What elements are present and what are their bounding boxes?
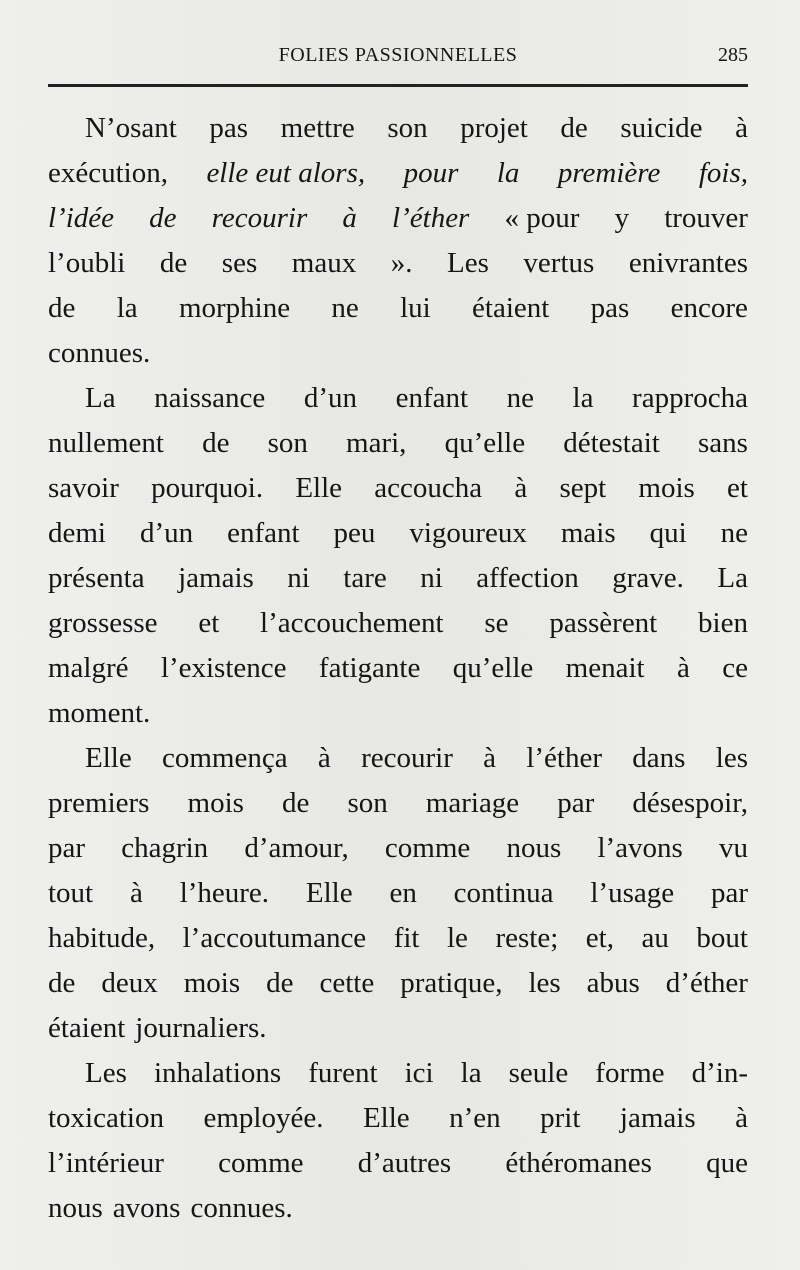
- word: recourir: [361, 742, 453, 774]
- word: bien: [698, 607, 748, 639]
- word: à: [317, 742, 331, 774]
- word: inhalations: [153, 1057, 282, 1089]
- word: Elle: [295, 472, 343, 504]
- text-line: [48, 1006, 748, 1051]
- word: l’idée: [48, 202, 115, 234]
- word: l’intérieur: [48, 1147, 164, 1179]
- word: l’avons: [597, 832, 683, 864]
- word: pourquoi.: [151, 472, 264, 504]
- text-line: [48, 871, 748, 916]
- word: la: [116, 292, 138, 324]
- word: jamais: [178, 562, 254, 594]
- word: prit: [540, 1102, 581, 1134]
- word: l’existence: [160, 652, 287, 684]
- word: n’en: [449, 1102, 501, 1134]
- text-line: [48, 286, 748, 331]
- text-line: [48, 601, 748, 646]
- word: mariage: [425, 787, 520, 819]
- word: et: [727, 472, 748, 504]
- word: qu’elle: [452, 652, 534, 684]
- word: éthéromanes: [505, 1147, 652, 1179]
- text-line: [48, 961, 748, 1006]
- text-line: [48, 556, 748, 601]
- word: l’usage: [590, 877, 675, 909]
- word: l’éther: [392, 202, 470, 234]
- word: et,: [585, 922, 614, 954]
- text-line: [48, 1186, 748, 1231]
- word: commença: [162, 742, 288, 774]
- word: ce: [722, 652, 748, 684]
- word: première: [557, 157, 661, 189]
- word: et: [198, 607, 220, 639]
- word: vu: [719, 832, 748, 864]
- word: abus: [586, 967, 640, 999]
- word: bout: [696, 922, 748, 954]
- word: employée.: [203, 1102, 324, 1134]
- word: continua: [453, 877, 554, 909]
- word: fatigante: [318, 652, 421, 684]
- word: naissance: [154, 382, 266, 414]
- word: dans: [632, 742, 686, 774]
- word: ni: [287, 562, 310, 594]
- word: de: [266, 967, 294, 999]
- word: enivrantes: [628, 247, 748, 279]
- word: d’autres: [357, 1147, 452, 1179]
- text-line: [48, 691, 748, 736]
- word: Elle: [305, 877, 353, 909]
- word: qui: [649, 517, 687, 549]
- word: d’un: [139, 517, 194, 549]
- word: à: [129, 877, 143, 909]
- word: malgré: [48, 652, 129, 684]
- text-line: [48, 1141, 748, 1186]
- word: à: [342, 202, 357, 234]
- text-line: [48, 1051, 748, 1096]
- word: exécution,: [48, 157, 168, 189]
- word: seule: [508, 1057, 569, 1089]
- word: vertus: [523, 247, 595, 279]
- word: connues.: [48, 337, 151, 369]
- header-rule: [48, 84, 748, 87]
- word: rapprocha: [632, 382, 748, 414]
- word: d’un: [303, 382, 358, 414]
- word: étaient: [472, 292, 550, 324]
- word: par: [557, 787, 595, 819]
- word: N’osant: [85, 112, 177, 144]
- running-head: [48, 40, 748, 76]
- word: pour: [403, 157, 459, 189]
- word: les: [715, 742, 748, 774]
- word: son: [267, 427, 308, 459]
- word: affection: [476, 562, 579, 594]
- word: enfant: [395, 382, 469, 414]
- word: la: [496, 157, 520, 189]
- word: pratique,: [400, 967, 503, 999]
- word: de: [48, 967, 76, 999]
- word: d’éther: [665, 967, 748, 999]
- word: Les: [447, 247, 489, 279]
- word: savoir: [48, 472, 119, 504]
- word: forme: [595, 1057, 665, 1089]
- word: encore: [670, 292, 748, 324]
- word: de: [48, 292, 76, 324]
- text-line: [48, 916, 748, 961]
- word: grossesse: [48, 607, 158, 639]
- text-line: [48, 781, 748, 826]
- word: menait: [565, 652, 645, 684]
- word: tout: [48, 877, 94, 909]
- word: présenta: [48, 562, 145, 594]
- word: comme: [218, 1147, 304, 1179]
- word: demi: [48, 517, 106, 549]
- word: les: [528, 967, 561, 999]
- word: ses: [221, 247, 258, 279]
- word: l’heure.: [179, 877, 270, 909]
- word: deux: [101, 967, 158, 999]
- word: que: [706, 1147, 748, 1179]
- word: trouver: [664, 202, 748, 234]
- word: journaliers.: [135, 1012, 267, 1044]
- word: détestait: [563, 427, 660, 459]
- word: connues.: [190, 1192, 293, 1224]
- word: projet: [460, 112, 528, 144]
- word: à: [483, 742, 497, 774]
- word: grave.: [612, 562, 684, 594]
- word: nous: [48, 1192, 103, 1224]
- word: d’in-: [691, 1057, 748, 1089]
- word: ne: [506, 382, 534, 414]
- word: recourir: [211, 202, 308, 234]
- word: habitude,: [48, 922, 156, 954]
- word: nous: [506, 832, 562, 864]
- running-title: FOLIES PASSIONNELLES: [278, 44, 518, 66]
- word: de: [202, 427, 230, 459]
- word: fit: [393, 922, 420, 954]
- word: mettre: [280, 112, 355, 144]
- word: lui: [400, 292, 431, 324]
- text-line: [48, 196, 748, 241]
- word: reste;: [495, 922, 559, 954]
- text-line: [48, 466, 748, 511]
- word: vigoureux: [409, 517, 527, 549]
- word: à: [735, 1102, 748, 1134]
- word: Elle: [85, 742, 132, 774]
- word: au: [641, 922, 669, 954]
- word: peu: [333, 517, 376, 549]
- word: son: [387, 112, 428, 144]
- text-line: [48, 106, 748, 151]
- body-text: [48, 106, 748, 1231]
- word: ne: [331, 292, 359, 324]
- word: jamais: [619, 1102, 696, 1134]
- text-line: [48, 511, 748, 556]
- word: l’accoutumance: [182, 922, 367, 954]
- word: avons: [112, 1192, 181, 1224]
- word: l’éther: [526, 742, 602, 774]
- text-line: [48, 241, 748, 286]
- word: étaient: [48, 1012, 126, 1044]
- word: désespoir,: [632, 787, 748, 819]
- word: mois: [187, 787, 244, 819]
- word: mais: [560, 517, 616, 549]
- word: la: [460, 1057, 482, 1089]
- word: mari,: [346, 427, 407, 459]
- word: y: [614, 202, 630, 234]
- word: ni: [420, 562, 443, 594]
- word: de: [282, 787, 310, 819]
- word: toxication: [48, 1102, 164, 1134]
- word: enfant: [227, 517, 300, 549]
- word: Elle: [362, 1102, 410, 1134]
- word: sept: [559, 472, 607, 504]
- text-line: [48, 646, 748, 691]
- word: furent: [308, 1057, 378, 1089]
- word: passèrent: [549, 607, 658, 639]
- text-line: [48, 421, 748, 466]
- word: chagrin: [121, 832, 209, 864]
- word: qu’elle: [444, 427, 526, 459]
- word: de: [159, 247, 188, 279]
- word: son: [347, 787, 388, 819]
- word: cette: [319, 967, 375, 999]
- word: premiers: [48, 787, 150, 819]
- word: morphine: [178, 292, 291, 324]
- text-line: [48, 376, 748, 421]
- word: mois: [183, 967, 241, 999]
- word: pas: [590, 292, 630, 324]
- word: ».: [390, 247, 413, 279]
- word: à: [735, 112, 748, 144]
- word: d’amour,: [244, 832, 349, 864]
- word: mois: [638, 472, 695, 504]
- word: à: [514, 472, 528, 504]
- text-line: [48, 826, 748, 871]
- word: nullement: [48, 427, 164, 459]
- word: accoucha: [374, 472, 483, 504]
- word: de: [560, 112, 588, 144]
- word: par: [48, 832, 86, 864]
- word: La: [85, 382, 116, 414]
- word: moment.: [48, 697, 151, 729]
- word: tare: [343, 562, 387, 594]
- word: maux: [291, 247, 357, 279]
- word: pas: [209, 112, 249, 144]
- word: par: [710, 877, 748, 909]
- word: Les: [85, 1057, 127, 1089]
- word: le: [447, 922, 468, 954]
- word: l’oubli: [48, 247, 126, 279]
- word: « pour: [504, 202, 580, 234]
- page-number: 285: [718, 44, 748, 66]
- word: fois,: [698, 157, 748, 189]
- word: La: [717, 562, 748, 594]
- word: elle eut alors,: [206, 157, 366, 189]
- word: comme: [384, 832, 471, 864]
- word: de: [149, 202, 177, 234]
- word: sans: [697, 427, 748, 459]
- word: l’accouchement: [260, 607, 444, 639]
- word: suicide: [620, 112, 703, 144]
- text-line: [48, 331, 748, 376]
- word: la: [572, 382, 594, 414]
- word: ici: [404, 1057, 434, 1089]
- text-line: [48, 736, 748, 781]
- word: se: [484, 607, 509, 639]
- text-line: [48, 1096, 748, 1141]
- word: en: [389, 877, 417, 909]
- word: ne: [720, 517, 748, 549]
- word: à: [676, 652, 690, 684]
- text-line: [48, 151, 748, 196]
